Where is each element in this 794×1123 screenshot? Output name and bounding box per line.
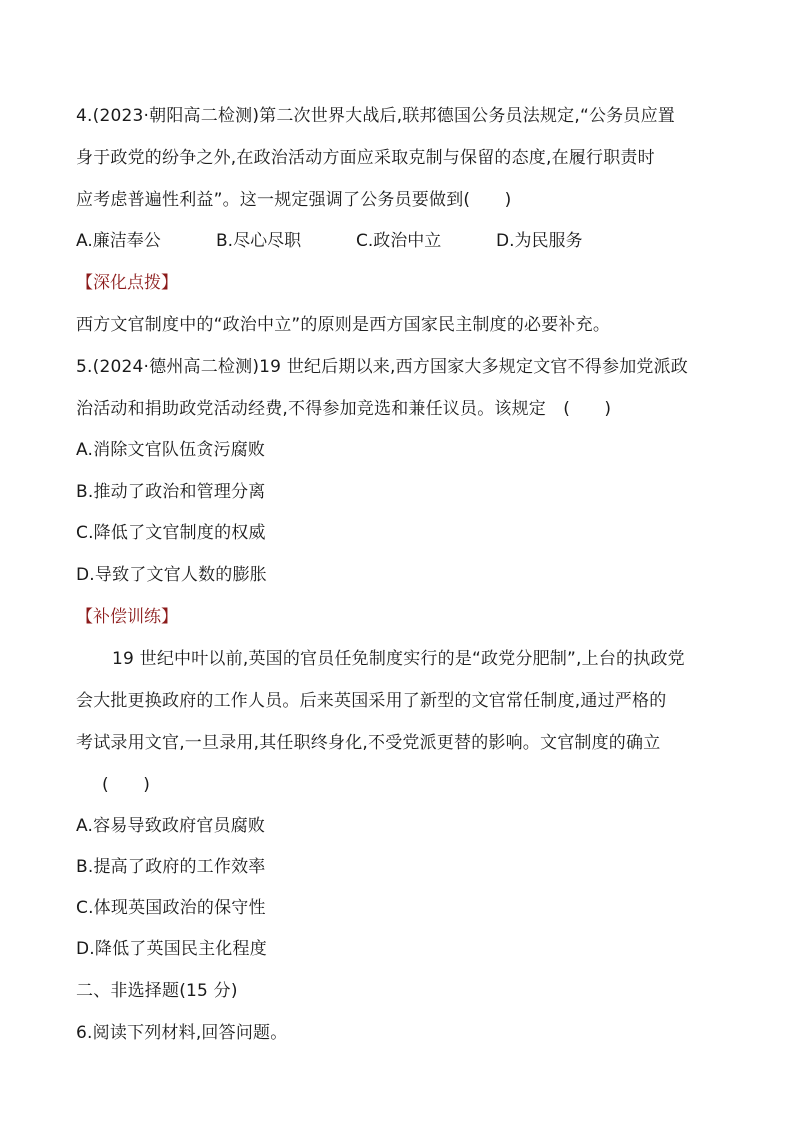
- deepen-tip-text: 西方文官制度中的“政治中立”的原则是西方国家民主制度的必要补充。: [76, 315, 611, 335]
- supplement-option-c: C.体现英国政治的保守性: [76, 898, 266, 918]
- deepen-tip-tag: 【深化点拨】: [76, 273, 178, 293]
- q4-option-d: D.为民服务: [496, 231, 583, 251]
- supplement-option-d: D.降低了英国民主化程度: [76, 939, 267, 959]
- q4-option-b: B.尽心尽职: [216, 231, 302, 251]
- q4-stem-line-3: 应考虑普遍性利益”。这一规定强调了公务员要做到( ): [76, 190, 512, 210]
- supplement-option-b: B.提高了政府的工作效率: [76, 857, 266, 877]
- section-heading: 二、非选择题(15 分): [76, 981, 238, 1001]
- supplement-stem-line-1: 19 世纪中叶以前,英国的官员任免制度实行的是“政党分肥制”,上台的执政党: [112, 649, 685, 669]
- q5-option-d: D.导致了文官人数的膨胀: [76, 565, 267, 585]
- q5-stem-line-2: 治活动和捐助政党活动经费,不得参加竞选和兼任议员。该规定 ( ): [76, 399, 612, 419]
- q4-option-c: C.政治中立: [356, 231, 442, 251]
- q4-stem-line-1: 4.(2023·朝阳高二检测)第二次世界大战后,联邦德国公务员法规定,“公务员应置: [76, 106, 675, 126]
- supplement-stem-line-3: 考试录用文官,一旦录用,其任职终身化,不受党派更替的影响。文官制度的确立: [76, 733, 661, 753]
- q5-stem-line-1: 5.(2024·德州高二检测)19 世纪后期以来,西方国家大多规定文官不得参加党派政: [76, 357, 688, 377]
- q4-stem-line-2: 身于政党的纷争之外,在政治活动方面应采取克制与保留的态度,在履行职责时: [76, 148, 655, 168]
- q5-option-c: C.降低了文官制度的权威: [76, 523, 266, 543]
- q4-option-a: A.廉洁奉公: [76, 231, 161, 251]
- q5-option-b: B.推动了政治和管理分离: [76, 482, 266, 502]
- q5-option-a: A.消除文官队伍贪污腐败: [76, 440, 266, 460]
- supplement-answer-blank: ( ): [102, 775, 151, 795]
- supplement-stem-line-2: 会大批更换政府的工作人员。后来英国采用了新型的文官常任制度,通过严格的: [76, 691, 667, 711]
- supplement-tag: 【补偿训练】: [76, 607, 178, 627]
- q6-stem: 6.阅读下列材料,回答问题。: [76, 1023, 288, 1043]
- supplement-option-a: A.容易导致政府官员腐败: [76, 816, 266, 836]
